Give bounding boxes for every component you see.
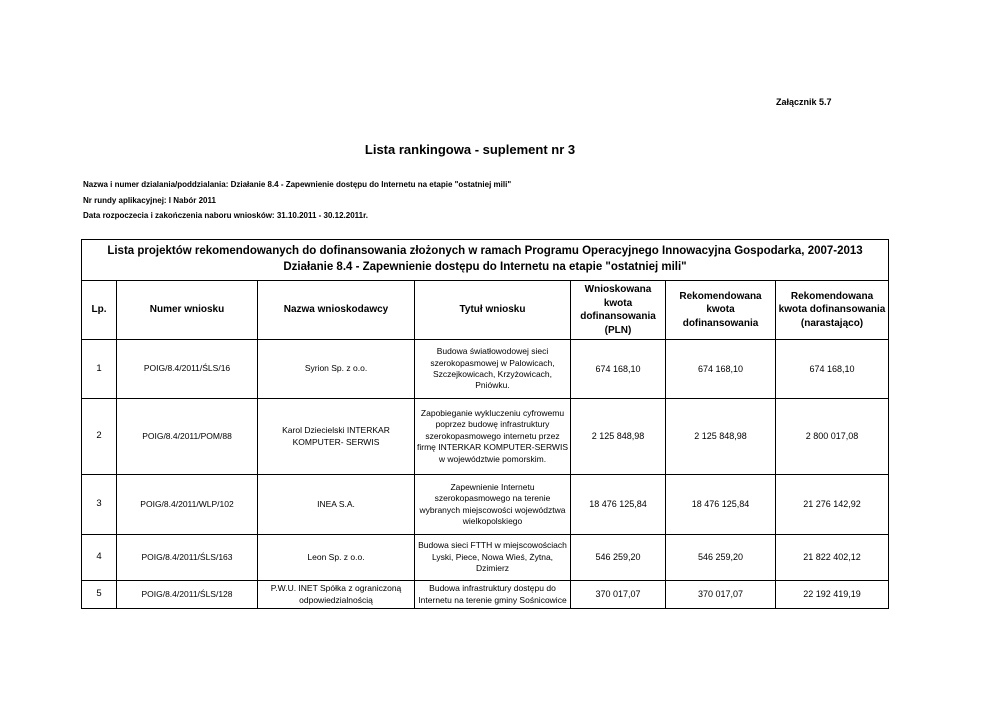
table-row	[82, 475, 889, 535]
cell-recommended: 546 259,20	[666, 535, 776, 581]
round-line: Nr rundy aplikacyjnej: I Nabór 2011	[83, 196, 216, 205]
cell-lp: 3	[82, 475, 117, 535]
cell-number: POIG/8.4/2011/ŚLS/16	[117, 340, 258, 399]
cell-recommended: 674 168,10	[666, 340, 776, 399]
cell-title: Budowa sieci FTTH w miejscowościach Lyski, Piece, Nowa Wieś, Żytna, Dzimierz	[415, 535, 571, 581]
cell-cumulative: 22 192 419,19	[776, 581, 889, 609]
header-number: Numer wniosku	[117, 281, 258, 340]
header-lp: Lp.	[82, 281, 117, 340]
table-header-row	[82, 281, 889, 340]
cell-number: POIG/8.4/2011/WLP/102	[117, 475, 258, 535]
cell-applicant: Karol Dziecielski INTERKAR KOMPUTER- SERWIS	[258, 399, 415, 475]
cell-cumulative: 2 800 017,08	[776, 399, 889, 475]
header-cumulative: Rekomendowana kwota dofinansowania (narastająco)	[776, 281, 889, 340]
annex-label: Załącznik 5.7	[776, 97, 832, 107]
cell-requested: 2 125 848,98	[571, 399, 666, 475]
cell-lp: 4	[82, 535, 117, 581]
cell-title: Budowa światłowodowej sieci szerokopasmowej w Palowicach, Szczejkowicach, Krzyżowicach, Pniówku.	[415, 340, 571, 399]
cell-applicant: P.W.U. INET Spółka z ograniczoną odpowiedzialnością	[258, 581, 415, 609]
cell-title: Zapobieganie wykluczeniu cyfrowemu poprzez budowę infrastruktury szerokopasmowego internetu przez firmę INTERKAR KOMPUTER-SERWIS w województwie pomorskim.	[415, 399, 571, 475]
measure-line: Nazwa i numer dzialania/poddzialania: Działanie 8.4 - Zapewnienie dostępu do Internetu na etapie "ostatniej mili"	[83, 180, 512, 189]
cell-requested: 546 259,20	[571, 535, 666, 581]
cell-number: POIG/8.4/2011/ŚLS/128	[117, 581, 258, 609]
document-title: Lista rankingowa - suplement nr 3	[364, 142, 576, 157]
cell-lp: 1	[82, 340, 117, 399]
table-row	[82, 340, 889, 399]
dates-line: Data rozpoczecia i zakończenia naboru wniosków: 31.10.2011 - 30.12.2011r.	[83, 211, 369, 220]
cell-recommended: 2 125 848,98	[666, 399, 776, 475]
table-row	[82, 581, 889, 609]
cell-applicant: Leon Sp. z o.o.	[258, 535, 415, 581]
cell-cumulative: 21 276 142,92	[776, 475, 889, 535]
cell-requested: 370 017,07	[571, 581, 666, 609]
table-row	[82, 399, 889, 475]
cell-lp: 5	[82, 581, 117, 609]
header-recommended: Rekomendowana kwota dofinansowania	[666, 281, 776, 340]
cell-cumulative: 21 822 402,12	[776, 535, 889, 581]
cell-title: Zapewnienie Internetu szerokopasmowego na terenie wybranych miejscowości województwa wielkopolskiego	[415, 475, 571, 535]
cell-lp: 2	[82, 399, 117, 475]
cell-requested: 18 476 125,84	[571, 475, 666, 535]
table-caption: Lista projektów rekomendowanych do dofinansowania złożonych w ramach Programu Operacyjnego Innowacyjna Gospodarka, 2007-2013 Działanie 8.4 - Zapewnienie dostępu do Internetu na etapie "ostatniej mili"	[82, 240, 889, 281]
cell-applicant: INEA S.A.	[258, 475, 415, 535]
cell-applicant: Syrion Sp. z o.o.	[258, 340, 415, 399]
ranking-table	[81, 239, 889, 609]
table-row	[82, 535, 889, 581]
cell-number: POIG/8.4/2011/ŚLS/163	[117, 535, 258, 581]
cell-title: Budowa infrastruktury dostępu do Internetu na terenie gminy Sośnicowice	[415, 581, 571, 609]
header-title: Tytuł wniosku	[415, 281, 571, 340]
cell-recommended: 18 476 125,84	[666, 475, 776, 535]
cell-cumulative: 674 168,10	[776, 340, 889, 399]
header-requested: Wnioskowana kwota dofinansowania (PLN)	[571, 281, 666, 340]
header-applicant: Nazwa wnioskodawcy	[258, 281, 415, 340]
cell-requested: 674 168,10	[571, 340, 666, 399]
cell-recommended: 370 017,07	[666, 581, 776, 609]
cell-number: POIG/8.4/2011/POM/88	[117, 399, 258, 475]
